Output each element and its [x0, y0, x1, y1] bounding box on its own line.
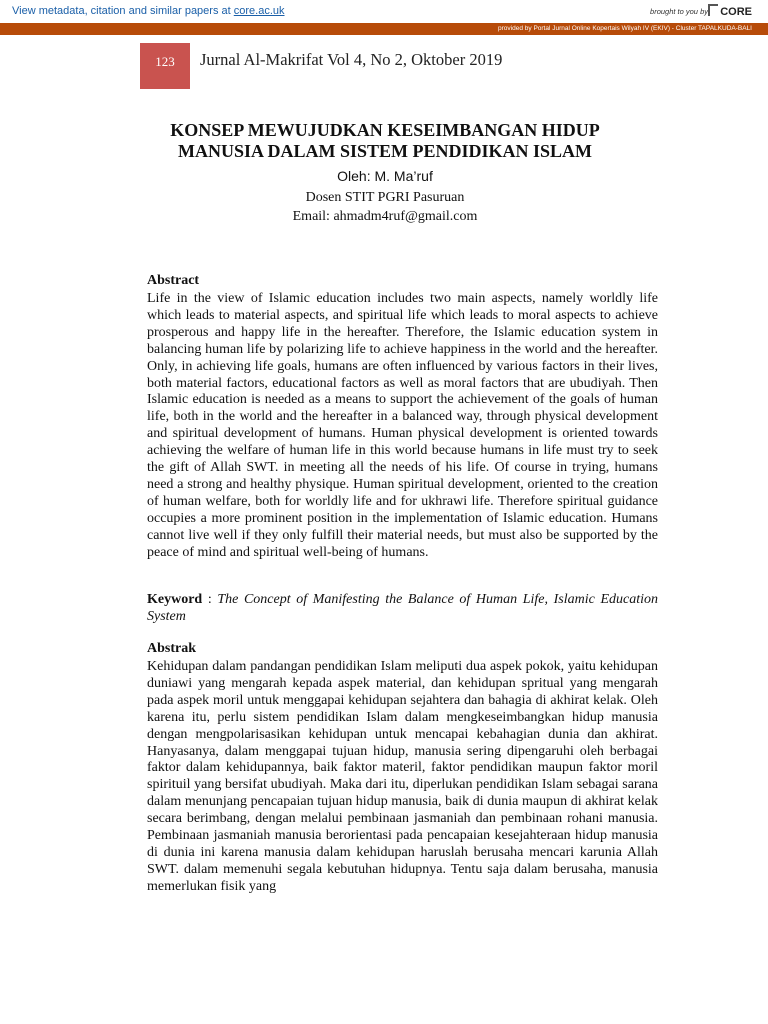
keyword-text: The Concept of Manifesting the Balance of Human Life, Islamic Education System	[147, 592, 658, 624]
journal-header: Jurnal Al-Makrifat Vol 4, No 2, Oktober 2019	[200, 50, 503, 69]
keyword-label: Keyword	[147, 592, 203, 607]
paper-title	[140, 120, 630, 162]
core-logo-text: CORE	[720, 6, 752, 18]
keyword-line	[147, 592, 658, 626]
provided-by-bar: provided by Portal Jurnal Online Kopertais Wilyah IV (EKIV) - Cluster TAPALKUDA-BALI	[0, 23, 768, 35]
title-line-2: MANUSIA DALAM SISTEM PENDIDIKAN ISLAM	[177, 141, 593, 161]
author-email: Email: ahmadm4ruf@gmail.com	[292, 209, 478, 224]
core-banner	[0, 0, 768, 24]
keyword-separator: :	[202, 592, 218, 607]
brought-by-text: brought to you by	[650, 7, 708, 16]
abstract-heading: Abstract	[147, 273, 200, 288]
abstrak-heading: Abstrak	[147, 641, 197, 656]
core-metadata-link[interactable]	[12, 5, 285, 17]
author-affiliation: Dosen STIT PGRI Pasuruan	[305, 190, 465, 205]
abstract-text: Life in the view of Islamic education includes two main aspects, namely worldly life which leads to material aspects, and spiritual life which leads to moral aspects to achieve prosperous and happy life in the hereafter. Therefore, the Islamic education system in balancing human life by polarizing life to achieve happiness in the world and the hereafter. Only, in achieving life goals, humans are often influenced by various factors in their lives, both material factors, educational factors as well as moral factors that are ubudiyah. Then Islamic education is needed as a means to support the achievement of the goals of human life, both in the world and the hereafter in a balanced way, through physical development and spiritual development of humans. Human physical development is oriented towards achieving the welfare of human life in this world because humans in life must try to seek the gift of Allah SWT. in meeting all the needs of his life. Of course in trying, humans need a strong and healthy physique. Human spiritual development, oriented to the creation of human welfare, both for worldly life and for ukhrawi life. Therefore spiritual guidance occupies a more prominent position in the implementation of Islamic education. Humans cannot live well if they only fulfill their material needs, but must also be supported by the peace of mind and spiritual well-being of humans.	[147, 291, 658, 560]
page-number-badge: 123	[140, 43, 190, 89]
core-logo[interactable]	[708, 4, 752, 18]
core-logo-icon	[708, 4, 718, 16]
core-link-domain: core.ac.uk	[233, 5, 285, 17]
author-name: Oleh: M. Ma’ruf	[337, 168, 433, 184]
title-line-1: KONSEP MEWUJUDKAN KESEIMBANGAN HIDUP	[170, 120, 600, 140]
core-link-prefix: View metadata, citation and similar papers at	[12, 5, 234, 17]
abstrak-text: Kehidupan dalam pandangan pendidikan Islam meliputi dua aspek pokok, yaitu kehidupan duniawi yang mengarah kepada aspek material, dan kehidupan spritual yang mengarah pada aspek moril untuk menggapai kehidupan sejahtera dan bahagia di akhirat kelak. Oleh karena itu, perlu sistem pendidikan Islam dalam mengkeseimbangkan hidup manusia dengan mengpolarisasikan kehidupan untuk mencapai kebahagian dunia dan akhirat. Hanyasanya, dalam menggapai tujuan hidup, manusia sering dipengaruhi oleh berbagai faktor dalam kehidupannya, baik faktor materil, faktor pendidikan maupun faktor moril spirituil yang bersifat ubudiyah. Maka dari itu, diperlukan pendidikan Islam sebagai sarana dalam menunjang pencapaian tujuan hidup manusia, baik di dunia maupun di akhirat kelak secara berimbang, dengan melalui pembinaan jasmaniah dan pembinaan rohani manusia. Pembinaan jasmaniah manusia berorientasi pada pencapaian kesejahteraan hidup manusia di dunia ini karena manusia dalam kehidupan haruslah berusaha mencari karunia Allah SWT. dalam memenuhi segala kebutuhan hidupnya. Tentu saja dalam berusaha, manusia memerlukan fisik yang	[147, 659, 658, 894]
